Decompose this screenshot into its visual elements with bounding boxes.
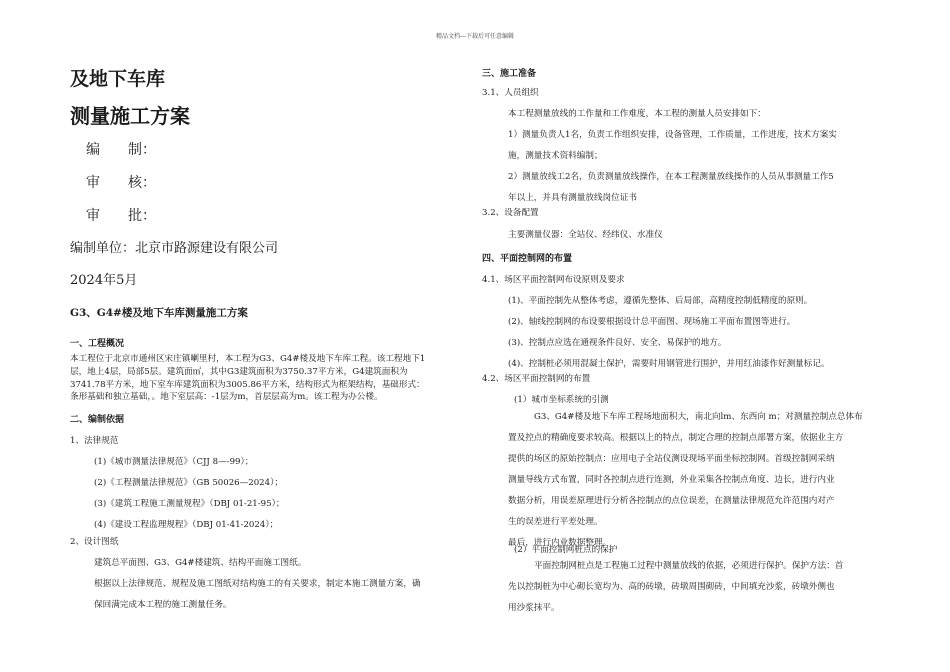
text-line: 3741.78平方米，地下室车库建筑面积为3005.86平方米，结构形式为框架结构，基础形式： xyxy=(70,379,425,390)
law-list xyxy=(94,452,284,536)
section-heading-control-network: 四、平面控制网的布置 xyxy=(482,254,573,264)
coordinate-paragraph xyxy=(508,407,863,554)
subheading-staff: 3.1、人员组织 xyxy=(482,88,539,98)
text-line: 置及控点的精确度要求较高。根据以上的特点，制定合理的控制点部署方案，依据业主方 xyxy=(508,433,844,443)
subheading-drawings: 2、设计图纸 xyxy=(70,537,119,547)
text-line: 层，地上4层，局部5层。建筑面㎡，其中G3建筑面积为3750.37平方米，G4建筑面积为 xyxy=(70,366,408,377)
list-item: (2)、轴线控制网的布设要根据设计总平面图、现场施工平面布置图等进行。 xyxy=(508,317,796,327)
list-item: (3)《建筑工程施工测量规程》（DBJ 01-21-95）； xyxy=(94,499,285,509)
text-line: 保回满完成本工程的施工测量任务。 xyxy=(94,600,232,610)
overview-paragraph xyxy=(70,353,425,404)
cover-title-line1: 及地下车库 xyxy=(70,68,166,90)
text-line: 本工程位于北京市通州区宋庄镇喇里村，本工程为G3、G4#楼及地下车库工程。该工程地下1 xyxy=(70,354,426,364)
text-line: 生的误差进行平差处理。 xyxy=(508,517,603,527)
text-line: 建筑总平面图、G3、G4#楼建筑、结构平面施工图纸。 xyxy=(94,558,307,568)
list-item: (1)、平面控制先从整体考虑，遵循先整体、后局部，高精度控制低精度的原则。 xyxy=(508,296,813,306)
signature-compile: 编 制： xyxy=(86,142,156,158)
list-item: (4)、控制桩必须用混凝土保护，需要时用钢管进行围护，并用红油漆作好测量标记。 xyxy=(508,359,830,369)
text-line: 平面控制网桩点是工程施工过程中测量放线的依据，必须进行保护。保护方法：首 xyxy=(534,561,844,571)
text-line: 最后，进行内业数据整理。 xyxy=(508,538,612,548)
equipment-line: 主要测量仪器：全站仪、经纬仪、水准仪 xyxy=(508,230,663,240)
signature-approve: 审 批： xyxy=(86,208,156,224)
list-item: (1)《城市测量法律规范》（CJJ 8—-99）； xyxy=(94,457,254,467)
subheading-coordinate-system: (1）城市坐标系统的引测 xyxy=(514,395,609,405)
subheading-laws: 1、法律规范 xyxy=(70,436,119,446)
text-line: 提供的场区的原始控制点：应用电子全站仪测设现场平面坐标控制网。首级控制网采纳 xyxy=(508,454,835,464)
staff-paragraph xyxy=(508,104,837,209)
text-line: 年以上，并具有测量放线岗位证书 xyxy=(508,193,637,203)
principles-list xyxy=(508,291,830,375)
cover-title-line2: 测量施工方案 xyxy=(70,104,190,128)
protection-paragraph xyxy=(508,556,843,619)
text-line: 施，测量技术资料编制； xyxy=(508,151,603,161)
subheading-principles: 4.1、场区平面控制网布设原则及要求 xyxy=(482,275,625,285)
subheading-layout: 4.2、场区平面控制网的布置 xyxy=(482,374,591,384)
list-item: (3)、控制点应选在通视条件良好、安全、易保护的地方。 xyxy=(508,338,727,348)
section-heading-basis: 二、编制依据 xyxy=(70,415,125,425)
list-item: (4)《建设工程监理规程》（DBJ 01-41-2024）； xyxy=(94,520,279,530)
page-header: 精品文档---下载后可任意编辑 xyxy=(435,33,515,40)
text-line: G3、G4#楼及地下车库工程场地面积大，南北向lm、东西向 m；对测量控制点总体布 xyxy=(534,412,863,422)
drawings-paragraph xyxy=(94,553,421,616)
list-item: (2)《工程测量法律规范》（GB 50026—2024）； xyxy=(94,478,284,488)
signature-review: 审 核： xyxy=(86,175,156,191)
subheading-equipment: 3.2、设备配置 xyxy=(482,208,539,218)
text-line: 用沙浆抹平。 xyxy=(508,603,560,613)
organization: 编制单位：北京市路源建设有限公司 xyxy=(70,241,279,256)
text-line: 根据以上法律规范、规程及施工图纸对结构施工的有关要求，制定本施工测量方案，确 xyxy=(94,579,421,589)
text-line: 测量导线方式布置，同时各控制点进行连测，外业采集各控制点角度、边长，进行内业 xyxy=(508,475,835,485)
text-line: 数据分析，用误差原理进行分析各控制点的点位误差，在测量法律规范允许范围内对产 xyxy=(508,496,835,506)
text-line: 条形基础和独立基础，。地下室层高：-1层为m，首层层高为m。该工程为办公楼。 xyxy=(70,392,383,403)
section-heading-preparation: 三、施工准备 xyxy=(482,69,537,79)
text-line: 2）测量放线工2名，负责测量放线操作，在本工程测量放线操作的人员从事测量工作5 xyxy=(508,172,834,182)
text-line: 先以控制桩为中心砌长宽均为、高的砖墩，砖墩周围砌砖，中间填充沙浆，砖墩外侧也 xyxy=(508,582,835,592)
subheading-pile-protection: (2）平面控制网桩点的保护 xyxy=(514,545,618,555)
date: 2024年5月 xyxy=(70,273,138,288)
section-heading-overview: 一、工程概况 xyxy=(70,339,125,349)
document-title: G3、G4#楼及地下车库测量施工方案 xyxy=(70,307,248,319)
text-line: 1）测量负责人1名，负责工作组织安排，设备管理，工作质量，工作进度，技术方案实 xyxy=(508,130,837,140)
text-line: 本工程测量放线的工作量和工作难度，本工程的测量人员安排如下： xyxy=(508,109,766,119)
